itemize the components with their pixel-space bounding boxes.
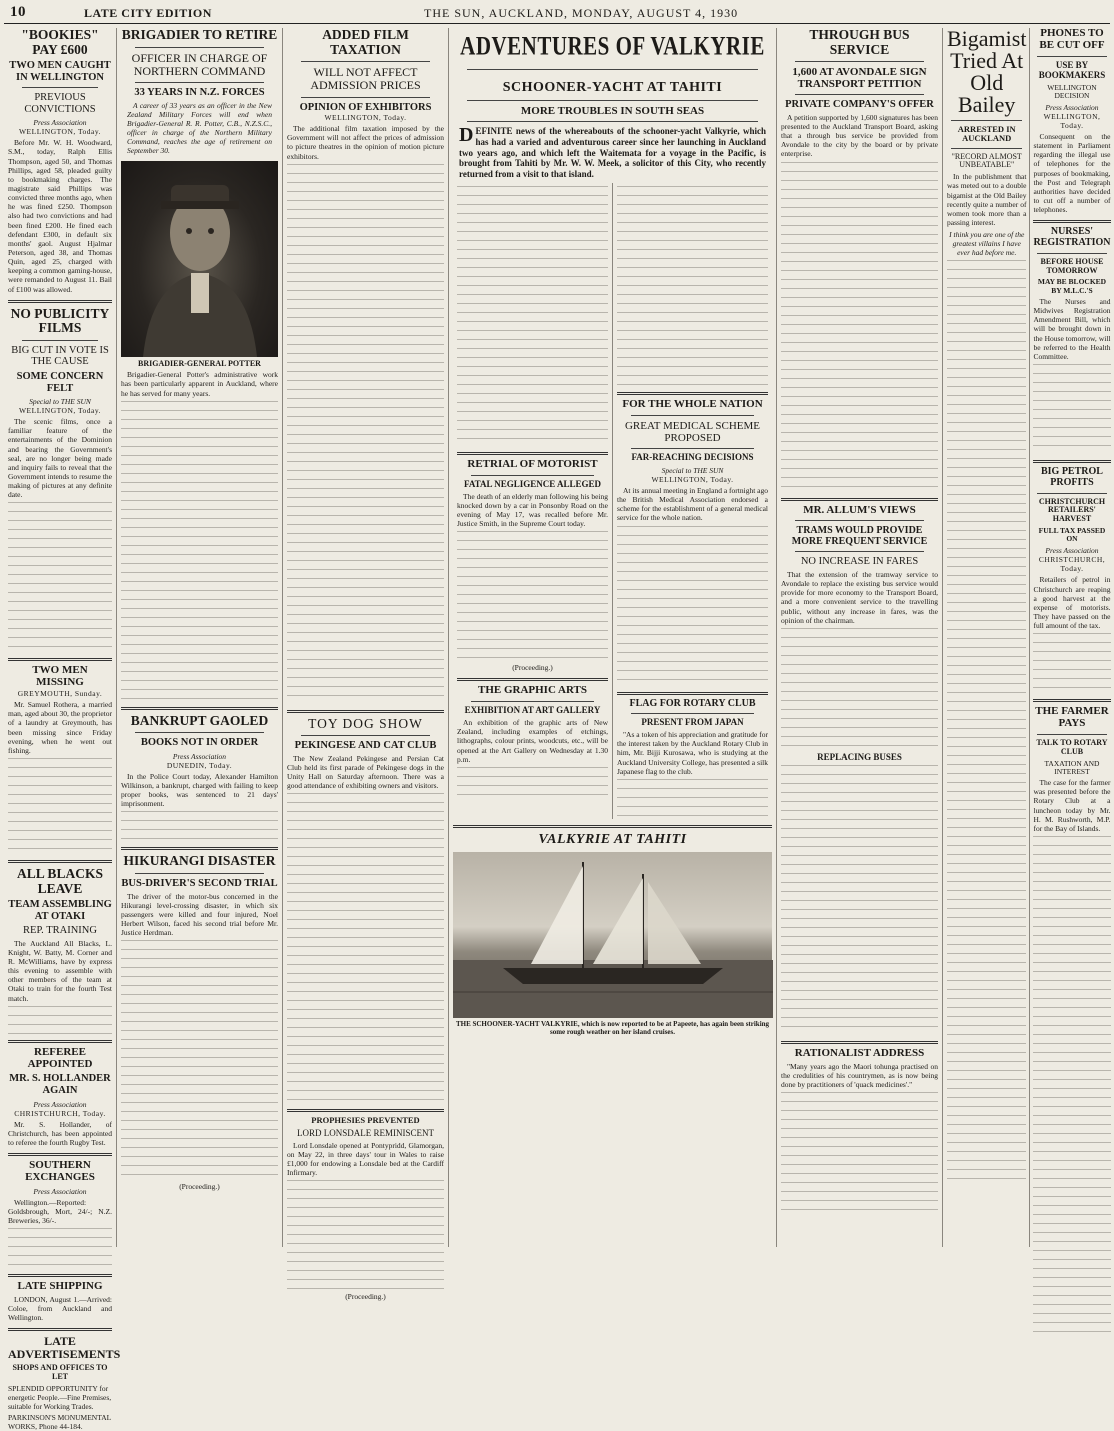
yacht-photo <box>453 852 772 1018</box>
nation-subhead-2: FAR-REACHING DECISIONS <box>631 452 754 463</box>
allblacks-text: The Auckland All Blacks, L. Knight, W. Batty, M. Corner and R. McWilliams, have by express this evening to assemble with other members of the team at Otaki to train for the fourth Test match. <box>8 938 112 1003</box>
bigamist-subhead: ARRESTED IN AUCKLAND <box>957 124 1016 144</box>
flag-headline: FLAG FOR ROTARY CLUB <box>629 697 756 709</box>
phones-agency: Press Association <box>1045 103 1099 113</box>
bus-headline: THROUGH BUS SERVICE <box>809 27 910 57</box>
films-text: The scenic films, once a familiar feature of the entertainments of the Dominion and bearing the Government's seal, are no longer being made and inquiry fails to reveal that the Government intends to resume the making of pictures at any definite date. <box>8 417 112 500</box>
phones-headline: PHONES TO BE CUT OFF <box>1039 27 1105 51</box>
toydog-text-continued <box>287 793 444 1103</box>
flag-subhead: PRESENT FROM JAPAN <box>641 717 744 728</box>
bigamist-headline: Bigamist Tried At Old Bailey <box>947 26 1027 117</box>
bankrupt-headline: BANKRUPT GAOLED <box>130 712 269 728</box>
brigadier-subhead-2: 33 YEARS IN N.Z. FORCES <box>134 86 265 98</box>
filmtax-text: The additional film taxation imposed by the Government will not affect the prices of admission to picture theatres in the opinion of motion picture exhibitors. <box>287 124 444 161</box>
brigadier-text-continued <box>121 401 278 701</box>
page-number: 10 <box>10 4 26 20</box>
filmtax-subhead-2: OPINION OF EXHIBITORS <box>299 101 432 113</box>
bus-text-continued <box>781 162 938 492</box>
hikurangi-text-continued <box>121 940 278 1180</box>
nurses-text-continued <box>1033 364 1110 454</box>
filmtax-headline: ADDED FILM TAXATION <box>322 27 409 57</box>
prophesies-headline: PROPHESIES PREVENTED <box>311 1115 420 1126</box>
farmer-subhead-2: TAXATION AND INTEREST <box>1044 758 1100 776</box>
hikurangi-subhead: BUS-DRIVER'S SECOND TRIAL <box>121 878 278 890</box>
nation-headline: FOR THE WHOLE NATION <box>622 397 763 410</box>
brigadier-headline: BRIGADIER TO RETIRE <box>121 27 278 42</box>
allum-subhead-2: NO INCREASE IN FARES <box>800 556 919 568</box>
paper-dateline: THE SUN, AUCKLAND, MONDAY, AUGUST 4, 1930 <box>424 6 739 20</box>
right-edge-column <box>1030 28 1110 1247</box>
adverts-subhead: SHOPS AND OFFICES TO LET <box>12 1363 108 1382</box>
rationalist-headline: RATIONALIST ADDRESS <box>794 1046 925 1059</box>
allblacks-subhead-2: REP. TRAINING <box>23 925 97 937</box>
prophesies-subhead: LORD LONSDALE REMINISCENT <box>297 1127 434 1138</box>
toydog-headline: TOY DOG SHOW <box>308 715 423 731</box>
yacht-illustration <box>453 852 773 1018</box>
nurses-headline: NURSES' REGISTRATION <box>1033 226 1111 249</box>
petrol-headline: BIG PETROL PROFITS <box>1040 465 1103 488</box>
hikurangi-continued: (Proceeding.) <box>179 1182 220 1192</box>
referee-dateline: CHRISTCHURCH, Today. <box>14 1108 106 1118</box>
allblacks-headline: ALL BLACKS LEAVE <box>17 865 103 896</box>
tahiti-headline: VALKYRIE AT TAHITI <box>538 831 687 847</box>
brigadier-text: Brigadier-General Potter's administrative work has been particularly apparent in Auckland, where he has served for many years. <box>121 370 278 398</box>
rationalist-text: "Many years ago the Maori tohunga practised on the credulities of his countrymen, as is now being done by practitioners of 'quack medicines'." <box>781 1061 938 1090</box>
farmer-subhead: TALK TO ROTARY CLUB <box>1036 738 1108 756</box>
bookies-text: Before Mr. W. H. Woodward, S.M., today, Ralph Ellis Thompson, aged 50, and Thomas Phillips, aged 58, pleaded guilty to bookmaking charges. The magistrate said Phillips was convicted three months ago, when he was fined £250. Thompson also had two convictions and had been fined £200. He fined each defendant £300, in default six months' gaol. August Hjalmar Peterson, aged 38, and Thomas Quin, aged 25, charged with keeping a common gaming-house, were remanded to August 11. Bail of £100 was allowed. <box>8 138 112 294</box>
bigamist-text: In the publishment that was meted out to a double bigamist at the Old Bailey recently quite a number of women took more than a passing interest. <box>947 172 1027 227</box>
nation-text-continued <box>617 526 768 686</box>
bankrupt-text-continued <box>121 811 278 841</box>
main-left-column <box>453 183 612 819</box>
bankrupt-dateline: DUNEDIN, Today. <box>166 760 233 770</box>
phones-text: Consequent on the statement in Parliament regarding the illegal use of telephones for the purposes of bookmaking, the Post and Telegraph authorities have decided to cut off a number of telephones. <box>1033 132 1111 215</box>
nation-agency: Special to THE SUN <box>661 465 724 475</box>
retrial-text-continued <box>457 531 608 661</box>
allum-headline: MR. ALLUM'S VIEWS <box>803 503 916 516</box>
films-headline: NO PUBLICITY FILMS <box>10 305 110 336</box>
replacing-buses-text <box>781 765 938 1035</box>
adverts-footer: PARKINSON'S MONUMENTAL WORKS, Phone 44-184. <box>8 1412 111 1431</box>
bigamist-text-continued <box>947 260 1026 1180</box>
bus-subhead: 1,600 AT AVONDALE SIGN TRANSPORT PETITION <box>792 66 927 91</box>
replacing-buses-head: REPLACING BUSES <box>817 751 902 762</box>
retrial-continued: (Proceeding.) <box>512 663 553 673</box>
edition-label: LATE CITY EDITION <box>84 6 212 20</box>
phones-subhead: USE BY BOOKMAKERS <box>1038 59 1106 80</box>
prophesies-text-continued <box>287 1180 444 1290</box>
bookies-headline: "BOOKIES" PAY £600 <box>21 27 99 57</box>
referee-text: Mr. S. Hollander, of Christchurch, has been appointed to referee the fourth Rugby Test. <box>8 1119 112 1147</box>
portrait-illustration <box>121 161 279 357</box>
valkyrie-subhead: SCHOONER-YACHT AT TAHITI <box>502 80 723 95</box>
retrial-subhead: FATAL NEGLIGENCE ALLEGED <box>463 478 602 489</box>
main-right-column <box>612 183 772 819</box>
films-subhead-2: SOME CONCERN FELT <box>16 370 104 394</box>
petrol-subhead-2: FULL TAX PASSED ON <box>1038 525 1106 544</box>
petrol-subhead: CHRISTCHURCH RETAILERS' HARVEST <box>1038 496 1106 524</box>
referee-agency: Press Association <box>33 1099 87 1109</box>
referee-headline: REFEREE APPOINTED <box>27 1045 93 1070</box>
petrol-agency: Press Association <box>1045 546 1099 556</box>
nation-subhead: GREAT MEDICAL SCHEME PROPOSED <box>624 419 761 444</box>
column-7 <box>942 28 1110 1247</box>
flag-text: "As a token of his appreciation and gratitude for the interest taken by the Auckland Rotary Club in him, Mr. Bijji Kurosawa, who is studying at the Auckland University College, has presented a silk Japanese flag to the club. <box>617 730 768 776</box>
newspaper-page <box>4 4 1111 1431</box>
brigadier-portrait <box>121 161 278 357</box>
toydog-subhead: PEKINGESE AND CAT CLUB <box>294 740 437 752</box>
nation-dateline: WELLINGTON, Today. <box>651 474 734 484</box>
graphic-text-continued <box>457 767 608 797</box>
retrial-headline: RETRIAL OF MOTORIST <box>467 457 598 470</box>
adverts-headline: LATE ADVERTISEMENTS <box>8 1334 121 1362</box>
bankrupt-agency: Press Association <box>172 751 227 761</box>
petrol-text-continued <box>1033 633 1110 693</box>
hikurangi-text: The driver of the motor-bus concerned in the Hikurangi level-crossing disaster, in which six passengers were killed and four injured, Noel Herbert Wilson, faced his second trial before Mr. Justice Herdman. <box>121 891 278 938</box>
phones-subhead-2: WELLINGTON DECISION <box>1047 82 1097 100</box>
bigamist-subhead-2: "RECORD ALMOST UNBEATABLE" <box>951 151 1022 170</box>
allum-subhead: TRAMS WOULD PROVIDE MORE FREQUENT SERVICE <box>791 525 928 548</box>
flag-text-continued <box>617 779 768 819</box>
shipping-text: LONDON, August 1.—Arrived: Coloe, from Auckland and Wellington. <box>8 1295 112 1323</box>
allum-text: That the extension of the tramway service to Avondale to replace the existing bus service would provide for more economy to the Transport Board, and a more convenient service to the travelling public, without any increase in fares, was the opinion of the chairman. <box>781 570 938 625</box>
column-main-feature <box>448 28 776 1247</box>
column-1 <box>4 27 121 1431</box>
prophesies-text: Lord Lonsdale opened at Pontypridd, Glamorgan, on May 22, in three days' tour in Wales to raise £1,000 for endowing a Lonsdale bed at the Cardiff Infirmary. <box>287 1140 444 1177</box>
bankrupt-subhead: BOOKS NOT IN ORDER <box>140 737 259 749</box>
bookies-subhead-2: PREVIOUS CONVICTIONS <box>24 92 96 115</box>
bookies-agency: Press Association <box>33 118 87 128</box>
farmer-text-continued <box>1033 836 1110 1336</box>
prophesies-continued: (Proceeding.) <box>345 1292 386 1302</box>
shipping-headline: LATE SHIPPING <box>17 1280 103 1293</box>
graphic-text: An exhibition of the graphic arts of New Zealand, including examples of etchings, lithographs, colour prints, woodcuts, etc., will be opened at the Art Gallery on Wednesday at 1.30 p.m. <box>457 718 608 764</box>
filmtax-subhead: WILL NOT AFFECT ADMISSION PRICES <box>310 65 421 93</box>
main-two-columns <box>453 183 772 819</box>
brigadier-intro: A career of 33 years as an officer in the New Zealand Military Forces will end when Brigadier-General R. R. Potter, C.B., N.Z.S.C., officer in charge of the Northern Military Command, reaches the age of retirement on September 30. <box>127 100 272 156</box>
referee-subhead: MR. S. HOLLANDER AGAIN <box>9 1073 111 1097</box>
bus-subhead-2: PRIVATE COMPANY'S OFFER <box>785 99 934 111</box>
missing-text-continued <box>8 758 112 854</box>
exchanges-agency: Press Association <box>33 1186 87 1196</box>
films-text-continued <box>8 502 112 652</box>
filmtax-dateline: WELLINGTON, Today. <box>324 113 407 123</box>
exchanges-headline: SOUTHERN EXCHANGES <box>25 1158 95 1183</box>
phones-dateline: WELLINGTON, Today. <box>1043 112 1101 131</box>
retrial-text: The death of an elderly man following his being knocked down by a car in Ponsonby Road on the evening of May 17, was recalled before Mr. Justice Smith, in the Supreme Court today. <box>457 491 608 529</box>
graphic-subhead: EXHIBITION AT ART GALLERY <box>464 705 601 716</box>
nurses-subhead: BEFORE HOUSE TOMORROW <box>1040 256 1104 275</box>
filmtax-text-continued <box>287 164 444 704</box>
films-dateline: WELLINGTON, Today. <box>18 406 102 416</box>
column-6 <box>776 28 942 1247</box>
tahiti-caption: THE SCHOONER-YACHT VALKYRIE, which is now reported to be at Papeete, has again been striking some rough weather on her island cruises. <box>455 1019 770 1036</box>
nurses-subhead-2: MAY BE BLOCKED BY M.L.C.'S <box>1037 277 1107 295</box>
brigadier-subhead: OFFICER IN CHARGE OF NORTHERN COMMAND <box>131 50 268 78</box>
petrol-text: Retailers of petrol in Christchurch are reaping a good harvest at the expense of motorists. They have passed on the full amount of the tax. <box>1033 575 1111 631</box>
nation-text: At its annual meeting in England a fortnight ago the British Medical Association endorsed a scheme for the establishment of a general medical service for the whole nation. <box>617 485 768 523</box>
adverts-text: SPLENDID OPPORTUNITY for energetic People.—Fine Premises, suitable for Working Trades. <box>8 1383 112 1411</box>
valkyrie-text-right <box>617 186 768 386</box>
allum-text-continued <box>781 628 938 748</box>
petrol-dateline: CHRISTCHURCH, Today. <box>1038 555 1106 574</box>
allblacks-text-continued <box>8 1006 112 1034</box>
masthead <box>4 4 1110 24</box>
hikurangi-headline: HIKURANGI DISASTER <box>123 853 276 869</box>
column-2 <box>116 28 282 1247</box>
exchanges-text-continued <box>8 1228 112 1268</box>
films-agency: Special to THE SUN <box>29 397 91 407</box>
nurses-text: The Nurses and Midwives Registration Amendment Bill, which will be brought down in the House tomorrow, will be referred to the Health Committee. <box>1033 296 1111 361</box>
bigamist-column <box>947 28 1030 1247</box>
valkyrie-subhead-2: MORE TROUBLES IN SOUTH SEAS <box>520 105 705 117</box>
valkyrie-text-left <box>457 186 608 446</box>
missing-text: Mr. Samuel Rothera, a married man, aged about 30, the proprietor of a laundry at Greymouth, has been missing since Friday evening, when he went out fishing. <box>8 700 112 755</box>
bigamist-quote: I think you are one of the greatest villains I have ever had before me. <box>949 230 1025 258</box>
toydog-text: The New Zealand Pekingese and Persian Cat Club held its first parade of Pekingese dogs in the Unity Hall on Saturday afternoon. There was a good attendance of exhibiting owners and visitors. <box>287 753 444 791</box>
farmer-text: The case for the farmer was presented before the Rotary Club at a luncheon today by Mr. H. M. Rushworth, M.P. for the Bay of Islands. <box>1033 778 1111 833</box>
bus-text: A petition supported by 1,600 signatures has been presented to the Auckland Transport Board, asking that a through bus service be provided from Avondale to the city by the board or by private enterprise. <box>781 112 938 159</box>
rationalist-text-continued <box>781 1092 938 1212</box>
allblacks-subhead: TEAM ASSEMBLING AT OTAKI <box>8 899 112 922</box>
valkyrie-lead <box>453 126 772 180</box>
bookies-subhead: TWO MEN CAUGHT IN WELLINGTON <box>9 60 111 83</box>
column-3 <box>282 27 448 1302</box>
valkyrie-headline: ADVENTURES OF VALKYRIE <box>460 30 765 61</box>
farmer-headline: THE FARMER PAYS <box>1035 705 1109 730</box>
drop-cap: D <box>459 124 474 146</box>
missing-headline: TWO MEN MISSING <box>32 664 88 689</box>
exchanges-text: Wellington.—Reported: Goldsbrough, Mort, 24/-; N.Z. Breweries, 36/-. <box>8 1197 112 1226</box>
graphic-headline: THE GRAPHIC ARTS <box>477 684 588 697</box>
bookies-dateline: WELLINGTON, Today. <box>18 127 102 137</box>
missing-dateline: GREYMOUTH, Sunday. <box>17 689 103 699</box>
bankrupt-text: In the Police Court today, Alexander Hamilton Wilkinson, a bankrupt, charged with failing to keep proper books, was sentenced to 21 days' imprisonment. <box>121 771 278 809</box>
brigadier-photo-caption: BRIGADIER-GENERAL POTTER <box>138 359 261 369</box>
films-subhead: BIG CUT IN VOTE IS THE CAUSE <box>11 344 109 368</box>
valkyrie-lead-text: EFINITE news of the whereabouts of the schooner-yacht Valkyrie, which has had a varied and adventurous career since her launching in Auckland two years ago, and which left the Waitemata for a voyage in the Pacific, is brought from Tahiti by Mr. W. W. Meek, a solicitor of this City, who recently returned from a visit to that island. <box>459 126 766 180</box>
